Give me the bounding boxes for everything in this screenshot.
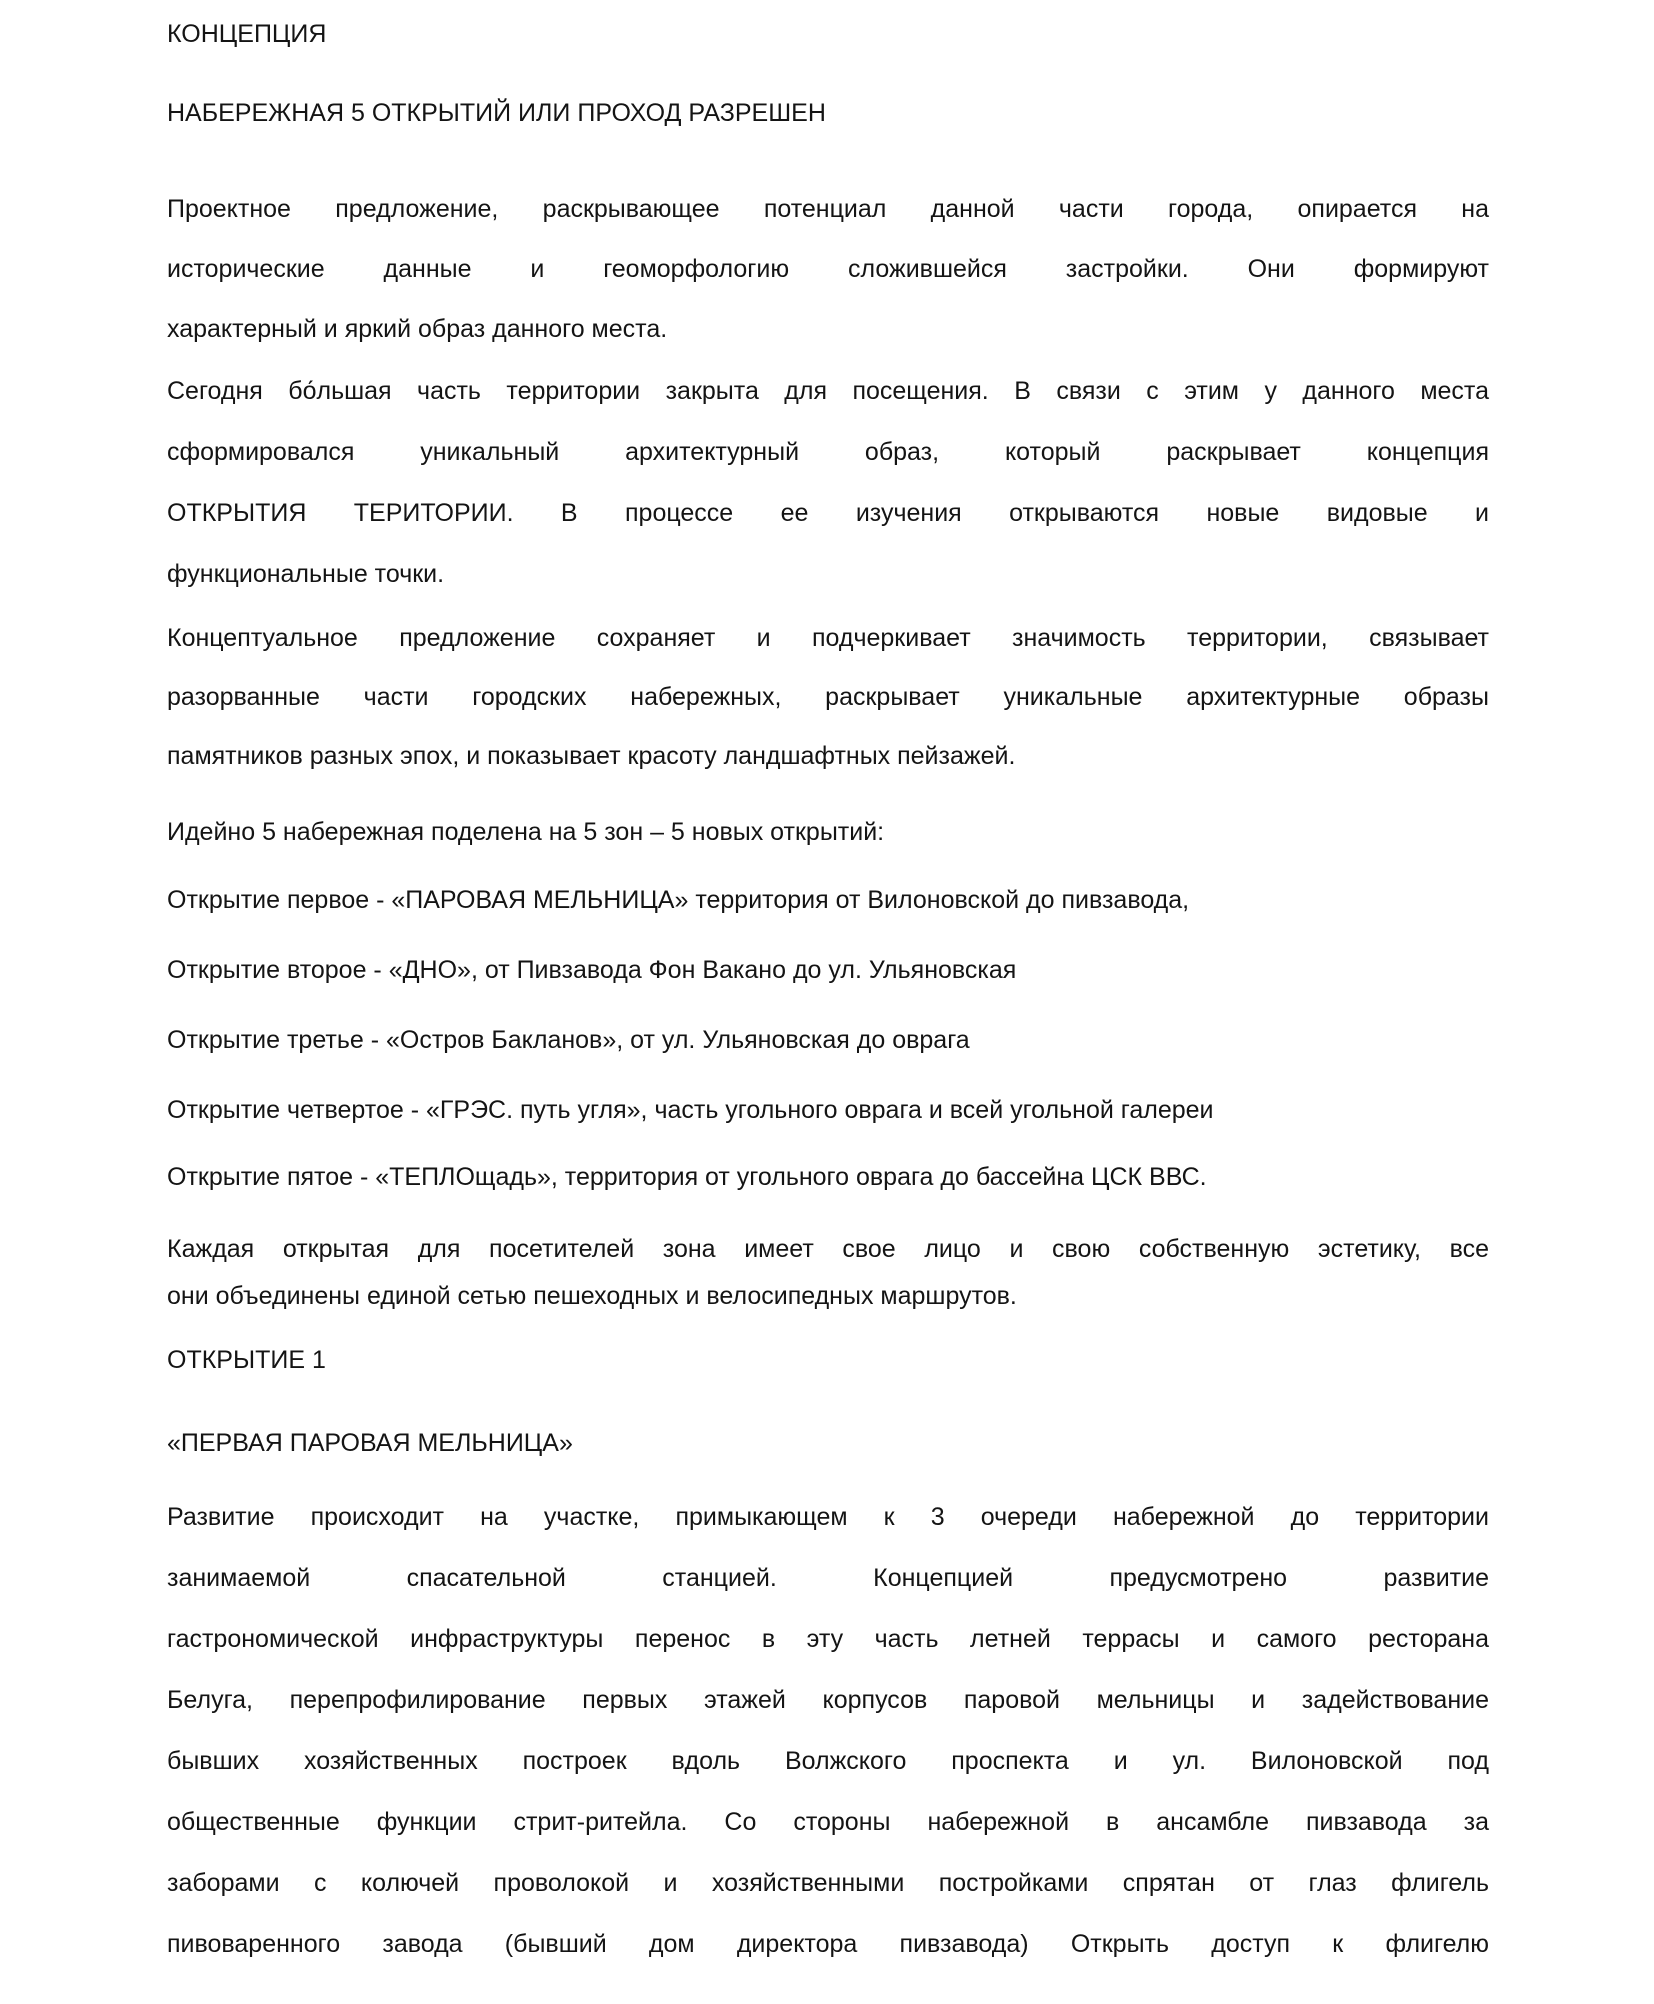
list-item-discovery-4: [167, 1090, 1489, 1130]
text-line: Проектное предложение, раскрывающее потенциал данной части города, опирается на: [167, 195, 1489, 223]
text-line: Открытие второе - «ДНО», от Пивзавода Фон Вакано до ул. Ульяновская: [167, 956, 1017, 984]
text-line: общественные функции стрит-ритейла. Со стороны набережной в ансамбле пивзавода за: [167, 1808, 1489, 1836]
text-line: памятников разных эпох, и показывает красоту ландшафтных пейзажей.: [167, 742, 1016, 770]
text-line: Открытие пятое - «ТЕПЛОщадь», территория от угольного оврага до бассейна ЦСК ВВС.: [167, 1163, 1207, 1191]
text-line: гастрономической инфраструктуры перенос в эту часть летней террасы и самого ресторана: [167, 1625, 1489, 1653]
paragraph-five-zones-intro: [167, 812, 1489, 852]
text-line: Развитие происходит на участке, примыкающем к 3 очереди набережной до территории: [167, 1503, 1489, 1531]
text-line: Сегодня бо́льшая часть территории закрыта для посещения. В связи с этим у данного места: [167, 377, 1489, 405]
heading-title: [167, 93, 1489, 133]
text-line: «ПЕРВАЯ ПАРОВАЯ МЕЛЬНИЦА»: [167, 1429, 573, 1457]
text-line: Каждая открытая для посетителей зона имеет свое лицо и свою собственную эстетику, все: [167, 1235, 1489, 1263]
text-line: КОНЦЕПЦИЯ: [167, 20, 327, 48]
paragraph-each-zone: [167, 1226, 1489, 1320]
paragraph-territory-closed: [167, 361, 1489, 605]
text-line: Открытие четвертое - «ГРЭС. путь угля», часть угольного оврага и всей угольной галереи: [167, 1096, 1214, 1124]
text-line: характерный и яркий образ данного места.: [167, 315, 668, 343]
heading-discovery-1: [167, 1340, 1489, 1380]
paragraph-conceptual-proposal: [167, 609, 1489, 786]
text-line: бывших хозяйственных построек вдоль Волжского проспекта и ул. Вилоновской под: [167, 1747, 1489, 1775]
text-line: НАБЕРЕЖНАЯ 5 ОТКРЫТИЙ ИЛИ ПРОХОД РАЗРЕШЕН: [167, 99, 826, 127]
text-line: ОТКРЫТИЕ 1: [167, 1346, 326, 1374]
text-line: исторические данные и геоморфологию сложившейся застройки. Они формируют: [167, 255, 1489, 283]
text-line: заборами с колючей проволокой и хозяйственными постройками спрятан от глаз флигель: [167, 1869, 1489, 1897]
text-line: пивоваренного завода (бывший дом директора пивзавода) Открыть доступ к флигелю: [167, 1930, 1489, 1958]
list-item-discovery-2: [167, 950, 1489, 990]
text-line: ОТКРЫТИЯ ТЕРИТОРИИ. В процессе ее изучения открываются новые видовые и: [167, 499, 1489, 527]
paragraph-development: [167, 1487, 1489, 1975]
text-line: сформировался уникальный архитектурный образ, который раскрывает концепция: [167, 438, 1489, 466]
text-line: Идейно 5 набережная поделена на 5 зон – 5 новых открытий:: [167, 818, 885, 846]
text-line: занимаемой спасательной станцией. Концепцией предусмотрено развитие: [167, 1564, 1489, 1592]
paragraph-project-proposal: [167, 179, 1489, 359]
text-line: Открытие третье - «Остров Бакланов», от ул. Ульяновская до оврага: [167, 1026, 970, 1054]
text-line: они объединены единой сетью пешеходных и велосипедных маршрутов.: [167, 1282, 1017, 1310]
text-line: Концептуальное предложение сохраняет и подчеркивает значимость территории, связывает: [167, 624, 1489, 652]
list-item-discovery-5: [167, 1157, 1489, 1197]
heading-first-steam-mill: [167, 1423, 1489, 1463]
text-line: Белуга, перепрофилирование первых этажей корпусов паровой мельницы и задействование: [167, 1686, 1489, 1714]
text-line: функциональные точки.: [167, 560, 445, 588]
list-item-discovery-3: [167, 1020, 1489, 1060]
heading-concept: [167, 14, 1489, 54]
text-line: Открытие первое - «ПАРОВАЯ МЕЛЬНИЦА» территория от Вилоновской до пивзавода,: [167, 886, 1190, 914]
text-line: разорванные части городских набережных, раскрывает уникальные архитектурные образы: [167, 683, 1489, 711]
list-item-discovery-1: [167, 880, 1489, 920]
